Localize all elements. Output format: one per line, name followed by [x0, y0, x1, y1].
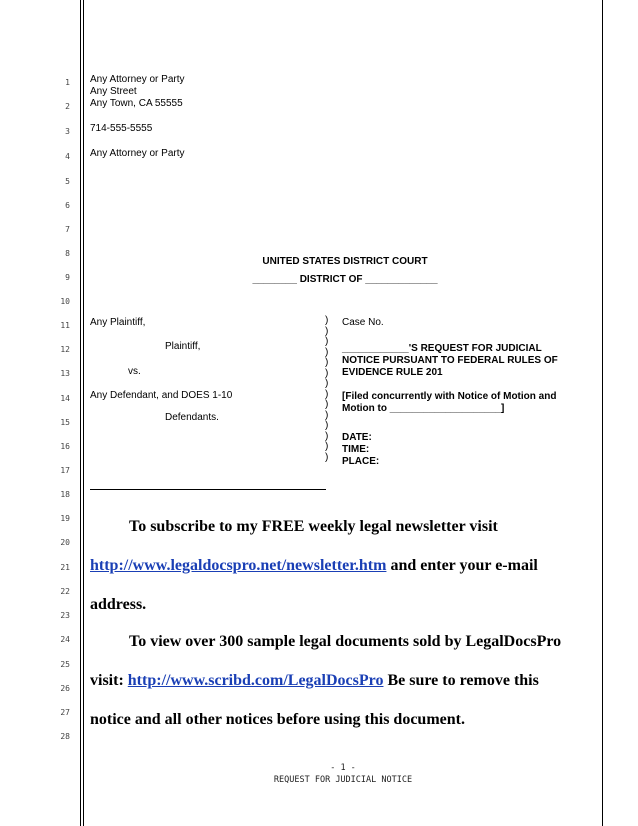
page-number: - 1 - [330, 763, 356, 773]
line-number: 15 [60, 418, 70, 427]
newsletter-notice-line-2 [90, 556, 538, 576]
line-number: 11 [60, 321, 70, 330]
line-number: 10 [60, 297, 70, 306]
court-title: UNITED STATES DISTRICT COURT [262, 256, 428, 267]
line-number: 6 [65, 201, 70, 210]
newsletter-link[interactable]: http://www.legaldocspro.net/newsletter.htm [90, 557, 387, 574]
line-number: 3 [65, 127, 70, 136]
line-number: 18 [60, 490, 70, 499]
line-number: 21 [60, 563, 70, 572]
attorney-city: Any Town, CA 55555 [90, 98, 183, 109]
visit-label: visit: [90, 672, 128, 689]
line-number: 20 [60, 538, 70, 547]
line-number: 28 [60, 732, 70, 741]
line-number: 8 [65, 249, 70, 258]
attorney-name: Any Attorney or Party [90, 74, 185, 85]
versus: vs. [128, 366, 141, 377]
line-number: 9 [65, 273, 70, 282]
newsletter-notice-text: and enter your e-mail [386, 557, 538, 574]
defendant-name: Any Defendant, and DOES 1-10 [90, 390, 233, 401]
document-title-line-1: ____________'S REQUEST FOR JUDICIAL [342, 343, 542, 354]
newsletter-notice-line-1: To subscribe to my FREE weekly legal newsletter visit [129, 518, 498, 535]
scribd-link[interactable]: http://www.scribd.com/LegalDocsPro [127, 672, 384, 689]
line-number: 25 [60, 660, 70, 669]
attorney-phone: 714-555-5555 [90, 123, 153, 134]
line-number: 5 [65, 177, 70, 186]
legaldocspro-notice-line-3: notice and all other notices before using this document. [90, 711, 465, 728]
court-district: ________ DISTRICT OF _____________ [252, 274, 438, 285]
document-title-line-2: NOTICE PURSUANT TO FEDERAL RULES OF [342, 355, 558, 366]
line-number: 14 [60, 394, 70, 403]
caption-parentheses: ) ) ) ) ) ) ) ) ) ) ) ) ) ) [325, 315, 329, 463]
line-number: 19 [60, 514, 70, 523]
line-number: 27 [60, 708, 70, 717]
line-number: 7 [65, 225, 70, 234]
line-number: 16 [60, 442, 70, 451]
case-number-label: Case No. [342, 317, 384, 328]
line-number: 26 [60, 684, 70, 693]
caption-divider [90, 489, 326, 490]
hearing-place-label: PLACE: [342, 456, 380, 467]
filed-concurrently-line-2: Motion to ____________________] [342, 403, 505, 414]
line-number: 13 [60, 369, 70, 378]
attorney-for: Any Attorney or Party [90, 148, 185, 159]
plaintiff-name: Any Plaintiff, [90, 317, 146, 328]
line-number: 17 [60, 466, 70, 475]
line-number: 4 [65, 152, 70, 161]
defendant-role: Defendants. [165, 412, 219, 423]
left-margin-rule-outer [80, 0, 81, 826]
newsletter-notice-line-3: address. [90, 596, 147, 613]
hearing-date-label: DATE: [342, 432, 372, 443]
legaldocspro-notice-line-1: To view over 300 sample legal documents sold by LegalDocsPro [129, 633, 562, 650]
attorney-street: Any Street [90, 86, 137, 97]
line-number: 2 [65, 102, 70, 111]
left-margin-rule-inner [83, 0, 84, 826]
hearing-time-label: TIME: [342, 444, 370, 455]
line-number: 22 [60, 587, 70, 596]
plaintiff-role: Plaintiff, [165, 341, 201, 352]
filed-concurrently-line-1: [Filed concurrently with Notice of Motion and [342, 391, 557, 402]
line-number: 1 [65, 78, 70, 87]
legaldocspro-notice-line-2 [90, 671, 539, 691]
line-number: 12 [60, 345, 70, 354]
footer-title: REQUEST FOR JUDICIAL NOTICE [273, 775, 413, 785]
document-title-line-3: EVIDENCE RULE 201 [342, 367, 443, 378]
right-margin-rule [602, 0, 603, 826]
line-number: 24 [60, 635, 70, 644]
line-number: 23 [60, 611, 70, 620]
remove-notice-text: Be sure to remove this [383, 672, 539, 689]
